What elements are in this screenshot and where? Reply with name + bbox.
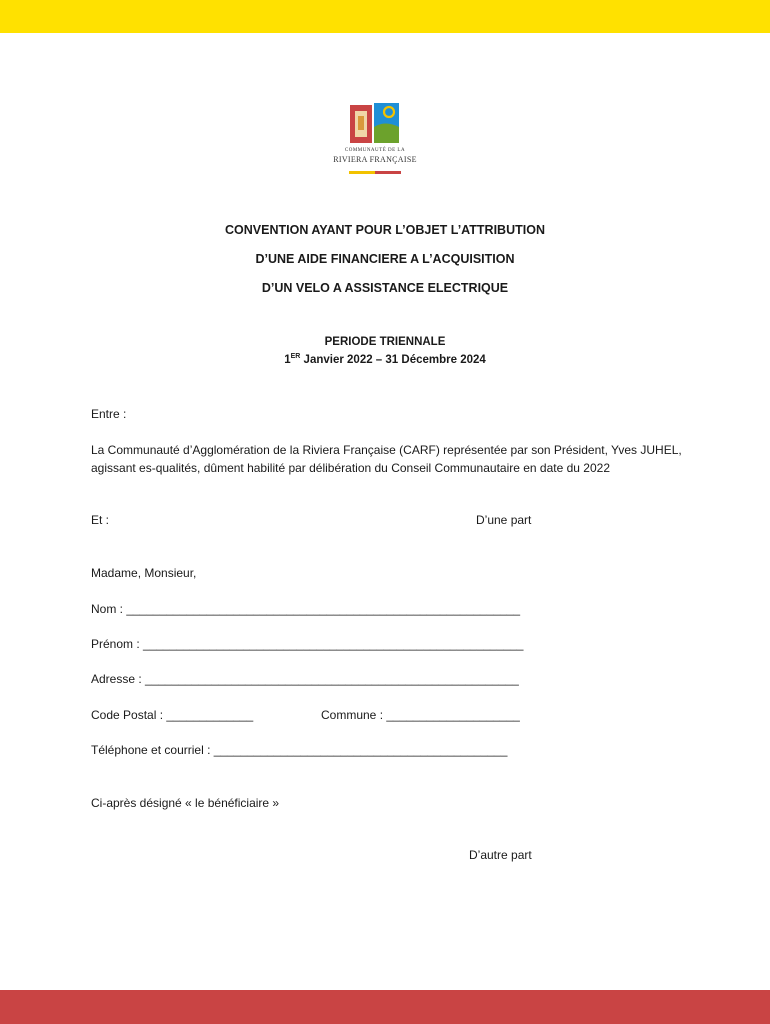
carf-paragraph: La Communauté d’Agglomération de la Riviera Française (CARF) représentée par son Président, Yves JUHEL, agissant es-qualités, dûment habilité par délibération du Conseil Communautaire en date du 2022 [91, 443, 682, 475]
period-range: Janvier 2022 – 31 Décembre 2024 [300, 353, 486, 366]
logo-text-main: RIVIERA FRANÇAISE [333, 155, 417, 164]
period-start-day: 1 [284, 353, 291, 366]
nom-field: Nom : ___________________________________________________________ [91, 602, 521, 616]
bottom-color-band [0, 990, 770, 1024]
period-dates [0, 353, 770, 366]
title-line-2: D’UNE AIDE FINANCIERE A L’ACQUISITION [255, 252, 515, 266]
logo-emblem-icon [347, 100, 403, 145]
commune-field: Commune : ____________________ [321, 708, 520, 722]
top-color-band [0, 0, 770, 33]
telephone-field: Téléphone et courriel : ____________________________________________ [91, 743, 508, 757]
logo-text-top: COMMUNAUTÉ DE LA [344, 148, 406, 153]
logo-bar-red [375, 171, 401, 174]
beneficiaire-label: Ci-après désigné « le bénéficiaire » [91, 796, 280, 810]
adresse-field: Adresse : ________________________________________________________ [91, 672, 519, 686]
title-line-1: CONVENTION AYANT POUR L’OBJET L’ATTRIBUTION [225, 223, 545, 237]
carf-logo [330, 100, 420, 178]
une-part-label: D’une part [476, 513, 532, 527]
code-postal-field: Code Postal : _____________ [91, 708, 254, 722]
period-start-suffix: ER [290, 353, 301, 360]
period-heading: PERIODE TRIENNALE [324, 336, 446, 348]
prenom-field: Prénom : _________________________________________________________ [91, 637, 524, 651]
entre-label: Entre : [91, 407, 127, 421]
et-label: Et : [91, 513, 110, 527]
title-line-3: D’UN VELO A ASSISTANCE ELECTRIQUE [261, 281, 509, 295]
autre-part-label: D’autre part [469, 848, 532, 862]
salutation: Madame, Monsieur, [91, 566, 197, 580]
logo-bar-yellow [349, 171, 375, 174]
